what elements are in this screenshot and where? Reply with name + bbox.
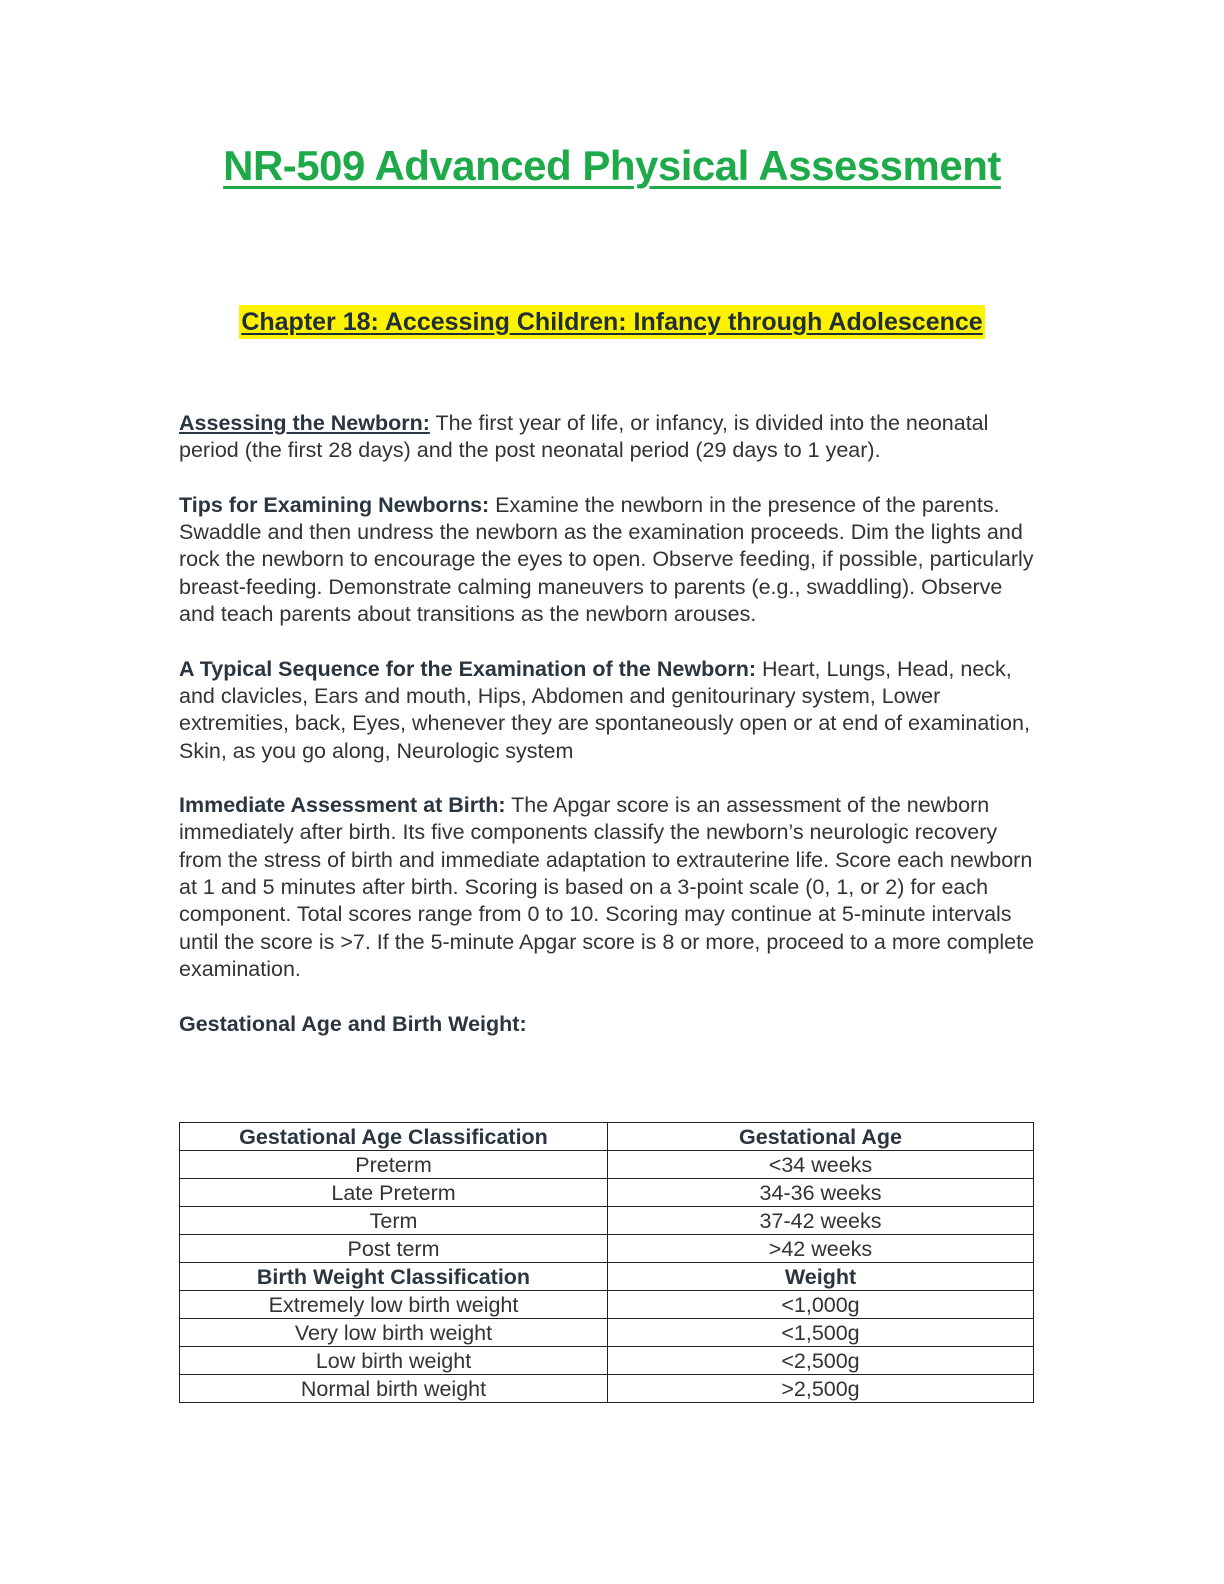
table-cell: 34-36 weeks <box>608 1179 1034 1207</box>
table-cell: <1,500g <box>608 1319 1034 1347</box>
table-cell: <2,500g <box>608 1347 1034 1375</box>
paragraph-tips-examining <box>179 492 1039 628</box>
paragraph-text: The first year of life, or infancy, is divided into the neonatal period (the first 28 days) and the post neonatal period (29 days to 1 year). <box>179 411 989 463</box>
table-cell: Very low birth weight <box>180 1319 608 1347</box>
paragraph-lead: Tips for Examining Newborns: <box>179 492 490 517</box>
paragraph-lead: Immediate Assessment at Birth: <box>179 793 506 818</box>
table-cell: Preterm <box>180 1151 608 1179</box>
table-row <box>180 1235 1034 1263</box>
gestational-age-table <box>179 1122 1034 1403</box>
chapter-title: Chapter 18: Accessing Children: Infancy through Adolescence <box>239 305 984 339</box>
table-cell: Gestational Age <box>608 1123 1034 1151</box>
table-cell: >2,500g <box>608 1375 1034 1403</box>
table-row <box>180 1347 1034 1375</box>
table-row <box>180 1291 1034 1319</box>
table-cell: <1,000g <box>608 1291 1034 1319</box>
table-header-row <box>180 1263 1034 1291</box>
table-heading: Gestational Age and Birth Weight: <box>179 1011 527 1036</box>
table-cell: <34 weeks <box>608 1151 1034 1179</box>
paragraph-assessing-newborn <box>179 410 1039 465</box>
paragraph-typical-sequence <box>179 656 1039 765</box>
paragraph-text: Heart, Lungs, Head, neck, and clavicles, Ears and mouth, Hips, Abdomen and genitourinary system, Lower extremities, back, Eyes, whenever they are spontaneously open or at end of examination, Skin, as you go along, Neurologic system <box>179 656 1030 763</box>
paragraph-lead: A Typical Sequence for the Examination of the Newborn: <box>179 656 756 681</box>
table-cell: Weight <box>608 1263 1034 1291</box>
paragraph-text: The Apgar score is an assessment of the newborn immediately after birth. Its five components classify the newborn’s neurologic recovery from the stress of birth and immediate adaptation to extrauterine life. Score each newborn at 1 and 5 minutes after birth. Scoring is based on a 3-point scale (0, 1, or 2) for each component. Total scores range from 0 to 10. Scoring may continue at 5-minute intervals until the score is >7. If the 5-minute Apgar score is 8 or more, proceed to a more complete examination. <box>179 793 1035 981</box>
body-content <box>179 410 1039 1064</box>
table-cell: Normal birth weight <box>180 1375 608 1403</box>
table-cell: Birth Weight Classification <box>180 1263 608 1291</box>
paragraph-lead: Assessing the Newborn: <box>179 411 430 435</box>
table-cell: Post term <box>180 1235 608 1263</box>
table-row <box>180 1151 1034 1179</box>
table-row <box>180 1375 1034 1403</box>
document-title: NR-509 Advanced Physical Assessment <box>223 142 1001 189</box>
table-row <box>180 1179 1034 1207</box>
table-row <box>180 1319 1034 1347</box>
table-cell: Low birth weight <box>180 1347 608 1375</box>
table-cell: Late Preterm <box>180 1179 608 1207</box>
paragraph-immediate-assessment <box>179 792 1039 983</box>
table-cell: 37-42 weeks <box>608 1207 1034 1235</box>
paragraph-text: Examine the newborn in the presence of the parents. Swaddle and then undress the newborn as the examination proceeds. Dim the lights and rock the newborn to encourage the eyes to open. Observe feeding, if possible, particularly breast-feeding. Demonstrate calming maneuvers to parents (e.g., swaddling). Observe and teach parents about transitions as the newborn arouses. <box>179 492 1034 627</box>
table-cell: Extremely low birth weight <box>180 1291 608 1319</box>
table-cell: Gestational Age Classification <box>180 1123 608 1151</box>
chapter-heading-wrap <box>0 305 1224 339</box>
table-header-row <box>180 1123 1034 1151</box>
table-row <box>180 1207 1034 1235</box>
table-cell: Term <box>180 1207 608 1235</box>
table-cell: >42 weeks <box>608 1235 1034 1263</box>
